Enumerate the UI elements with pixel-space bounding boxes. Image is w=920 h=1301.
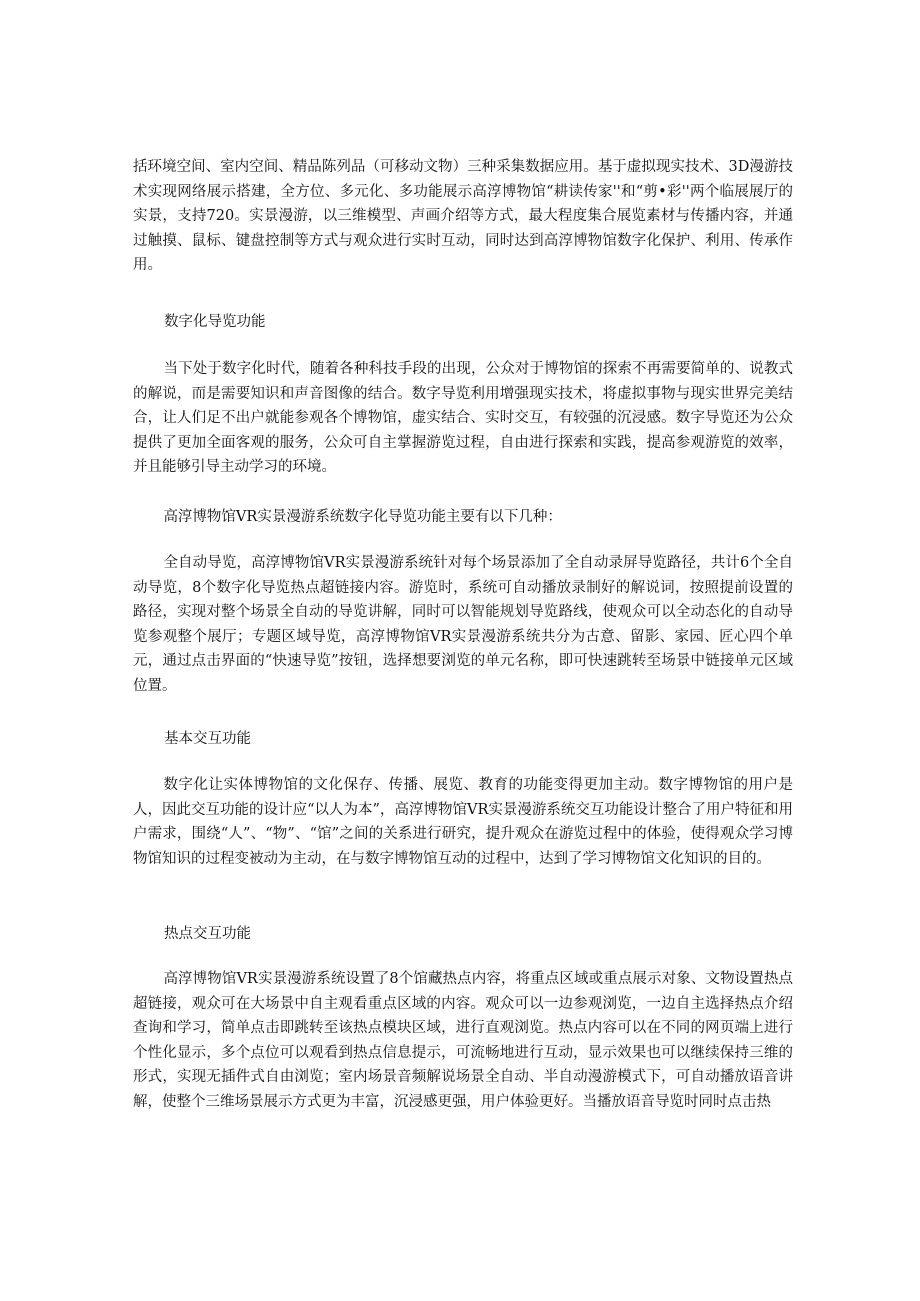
paragraph-basic-interaction: 数字化让实体博物馆的文化保存、传播、展览、教育的功能变得更加主动。数字博物馆的用户是人，因此交互功能的设计应“以人为本”，高淳博物馆VR实景漫游系统交互功能设计整合了用户特征和用户需求，围绕“人”、“物”、“馆”之间的关系进行研究，提升观众在游览过程中的体验，使得观众学习博物馆知识的过程变被动为主动，在与数字博物馆互动的过程中，达到了学习博物馆文化知识的目的。 — [133, 777, 793, 867]
heading-basic-interaction: 基本交互功能 — [164, 731, 251, 747]
heading-digital-guide: 数字化导览功能 — [164, 314, 266, 330]
paragraph-digital-guide-intro: 当下处于数字化时代，随着各种科技手段的出现，公众对于博物馆的探索不再需要简单的、说教式的解说，而是需要知识和声音图像的结合。数字导览利用增强现实技术，将虚拟事物与现实世界完美结合，让人们足不出户就能参观各个博物馆，虚实结合、实时交互，有较强的沉浸感。数字导览还为公众提供了更加全面客观的服务，公众可自主掌握游览过程，自由进行探索和实践，提高参观游览的效率，并且能够引导主动学习的环境。 — [133, 361, 793, 475]
paragraph-hotspot-interaction: 高淳博物馆VR实景漫游系统设置了8个馆藏热点内容，将重点区域或重点展示对象、文物设置热点超链接，观众可在大场景中自主观看重点区域的内容。观众可以一边参观浏览，一边自主选择热点介绍查询和学习，简单点击即跳转至该热点模块区域，进行直观浏览。热点内容可以在不同的网页端上进行个性化显示，多个点位可以观看到热点信息提示，可流畅地进行互动，显示效果也可以继续保持三维的形式，实现无插件式自由浏览；室内场景音频解说场景全自动、半自动漫游模式下，可自动播放语音讲解，使整个三维场景展示方式更为丰富，沉浸感更强，用户体验更好。当播放语音导览时同时点击热 — [133, 971, 793, 1110]
paragraph-auto-guide: 全自动导览，高淳博物馆VR实景漫游系统针对每个场景添加了全自动录屏导览路径，共计6个全自动导览，8个数字化导览热点超链接内容。游览时，系统可自动播放录制好的解说词，按照提前设置的路径，实现对整个场景全自动的导览讲解，同时可以智能规划导览路线，使观众可以全动态化的自动导览参观整个展厅；专题区域导览，高淳博物馆VR实景漫游系统共分为古意、留影、家园、匠心四个单元，通过点击界面的“快速导览”按钮，选择想要浏览的单元名称，即可快速跳转至场景中链接单元区域位置。 — [133, 555, 793, 694]
paragraph-guide-types-lead: 高淳博物馆VR实景漫游系统数字化导览功能主要有以下几种： — [163, 509, 562, 525]
paragraph-collection-intro: 括环境空间、室内空间、精品陈列品（可移动文物）三种采集数据应用。基于虚拟现实技术、3D漫游技术实现网络展示搭建，全方位、多元化、多功能展示高淳博物馆“耕读传家''和“剪•彩''两个临展展厅的实景，支持720。实景漫游，以三维模型、声画介绍等方式，最大程度集合展览素材与传播内容，并通过触摸、鼠标、键盘控制等方式与观众进行实时互动，同时达到高淳博物馆数字化保护、利用、传承作用。 — [133, 159, 793, 273]
heading-hotspot-interaction: 热点交互功能 — [164, 926, 251, 942]
